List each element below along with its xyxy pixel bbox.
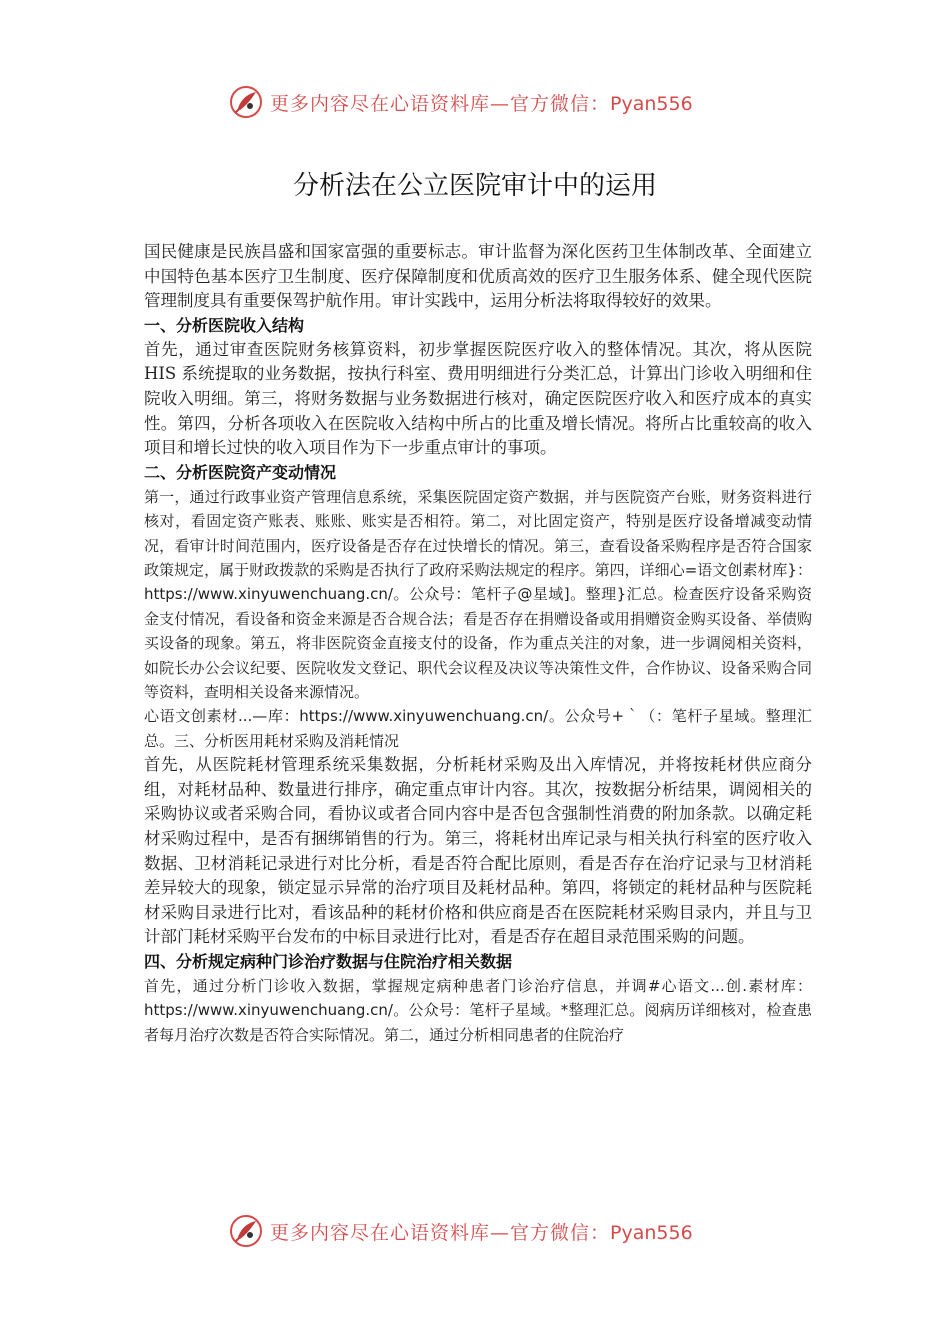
article-body bbox=[144, 240, 812, 1047]
watermark-text: 更多内容尽在心语资料库—官方微信：Pyan556 bbox=[270, 92, 693, 115]
intro-paragraph: 国民健康是民族昌盛和国家富强的重要标志。审计监督为深化医药卫生体制改革、全面建立中国特色基本医疗卫生制度、医疗保障制度和优质高效的医疗卫生服务体系、健全现代医院管理制度具有重要保驾护航作用。审计实践中，运用分析法将取得较好的效果。 bbox=[144, 242, 812, 311]
watermark-account: Pyan556 bbox=[610, 1221, 693, 1244]
section-heading-4: 四、分析规定病种门诊治疗数据与住院治疗相关数据 bbox=[144, 951, 513, 971]
watermark-banner-bottom bbox=[228, 1211, 693, 1251]
section-1-paragraph: 首先，通过审查医院财务核算资料，初步掌握医院医疗收入的整体情况。其次，将从医院 HIS 系统提取的业务数据，按执行科室、费用明细进行分类汇总，计算出门诊收入明细和住院收入明细。第三，将财务数据与业务数据进行核对，确定医院医疗收入和医疗成本的真实性。第四，分析各项收入在医院收入结构中所占的比重及增长情况。将所占比重较高的收入项目和增长过快的收入项目作为下一步重点审计的事项。 bbox=[144, 339, 812, 458]
section-heading-2: 二、分析医院资产变动情况 bbox=[144, 462, 337, 482]
section-4-paragraph: 首先，通过分析门诊收入数据，掌握规定病种患者门诊治疗信息，并调#心语文...创.素材库：https://www.xinyuwenchuang.cn/。公众号：笔杆子星域。*整理汇总。阅病历详细核对，检查患者每月治疗次数是否符合实际情况。第二，通过分析相同患者的住院治疗 bbox=[144, 976, 812, 1044]
brand-logo-icon bbox=[228, 1213, 264, 1249]
section-2-paragraph: 第一，通过行政事业资产管理信息系统，采集医院固定资产数据，并与医院资产台账，财务资料进行核对，看固定资产账表、账账、账实是否相符。第二，对比固定资产，特别是医疗设备增减变动情况，看审计时间范围内，医疗设备是否存在过快增长的情况。第三，查看设备采购程序是否符合国家政策规定，属于财政拨款的采购是否执行了政府采购法规定的程序。第四，详细心=语文创素材库}：https://www.xinyuwenchuang.cn/。公众号：笔杆子@星域]。整理}汇总。检查医疗设备采购资金支付情况，看设备和资金来源是否合规合法；看是否存在捐赠设备或用捐赠资金购买设备、举债购买设备的现象。第五，将非医院资金直接支付的设备，作为重点关注的对象，进一步调阅相关资料，如院长办公会议纪要、医院收发文登记、职代会议程及决议等决策性文件，合作协议、设备采购合同等资料，查明相关设备来源情况。 bbox=[144, 487, 812, 701]
section-heading-1: 一、分析医院收入结构 bbox=[144, 315, 305, 335]
section-3-heading-paragraph: 心语文创素材...—库：https://www.xinyuwenchuang.cn/。公众号+｀（：笔杆子星域。整理汇总。三、分析医用耗材采购及消耗情况 bbox=[144, 707, 812, 750]
brand-logo-icon bbox=[228, 84, 264, 120]
watermark-account: Pyan556 bbox=[610, 92, 693, 115]
page-title: 分析法在公立医院审计中的运用 bbox=[292, 171, 657, 202]
section-3-paragraph: 首先，从医院耗材管理系统采集数据，分析耗材采购及出入库情况，并将按耗材供应商分组，对耗材品种、数量进行排序，确定重点审计内容。其次，按数据分析结果，调阅相关的采购协议或者采购合同，看协议或者合同内容中是否包含强制性消费的附加条款。以确定耗材采购过程中，是否有捆绑销售的行为。第三，将耗材出库记录与相关执行科室的医疗收入数据、卫材消耗记录进行对比分析，看是否符合配比原则，看是否存在治疗记录与卫材消耗差异较大的现象，锁定显示异常的治疗项目及耗材品种。第四，将锁定的耗材品种与医院耗材采购目录进行比对，看该品种的耗材价格和供应商是否在医院耗材采购目录内，并且与卫计部门耗材采购平台发布的中标目录进行比对，看是否存在超目录范围采购的问题。 bbox=[144, 755, 812, 947]
watermark-banner-top bbox=[228, 82, 693, 122]
watermark-text: 更多内容尽在心语资料库—官方微信：Pyan556 bbox=[270, 1221, 693, 1244]
